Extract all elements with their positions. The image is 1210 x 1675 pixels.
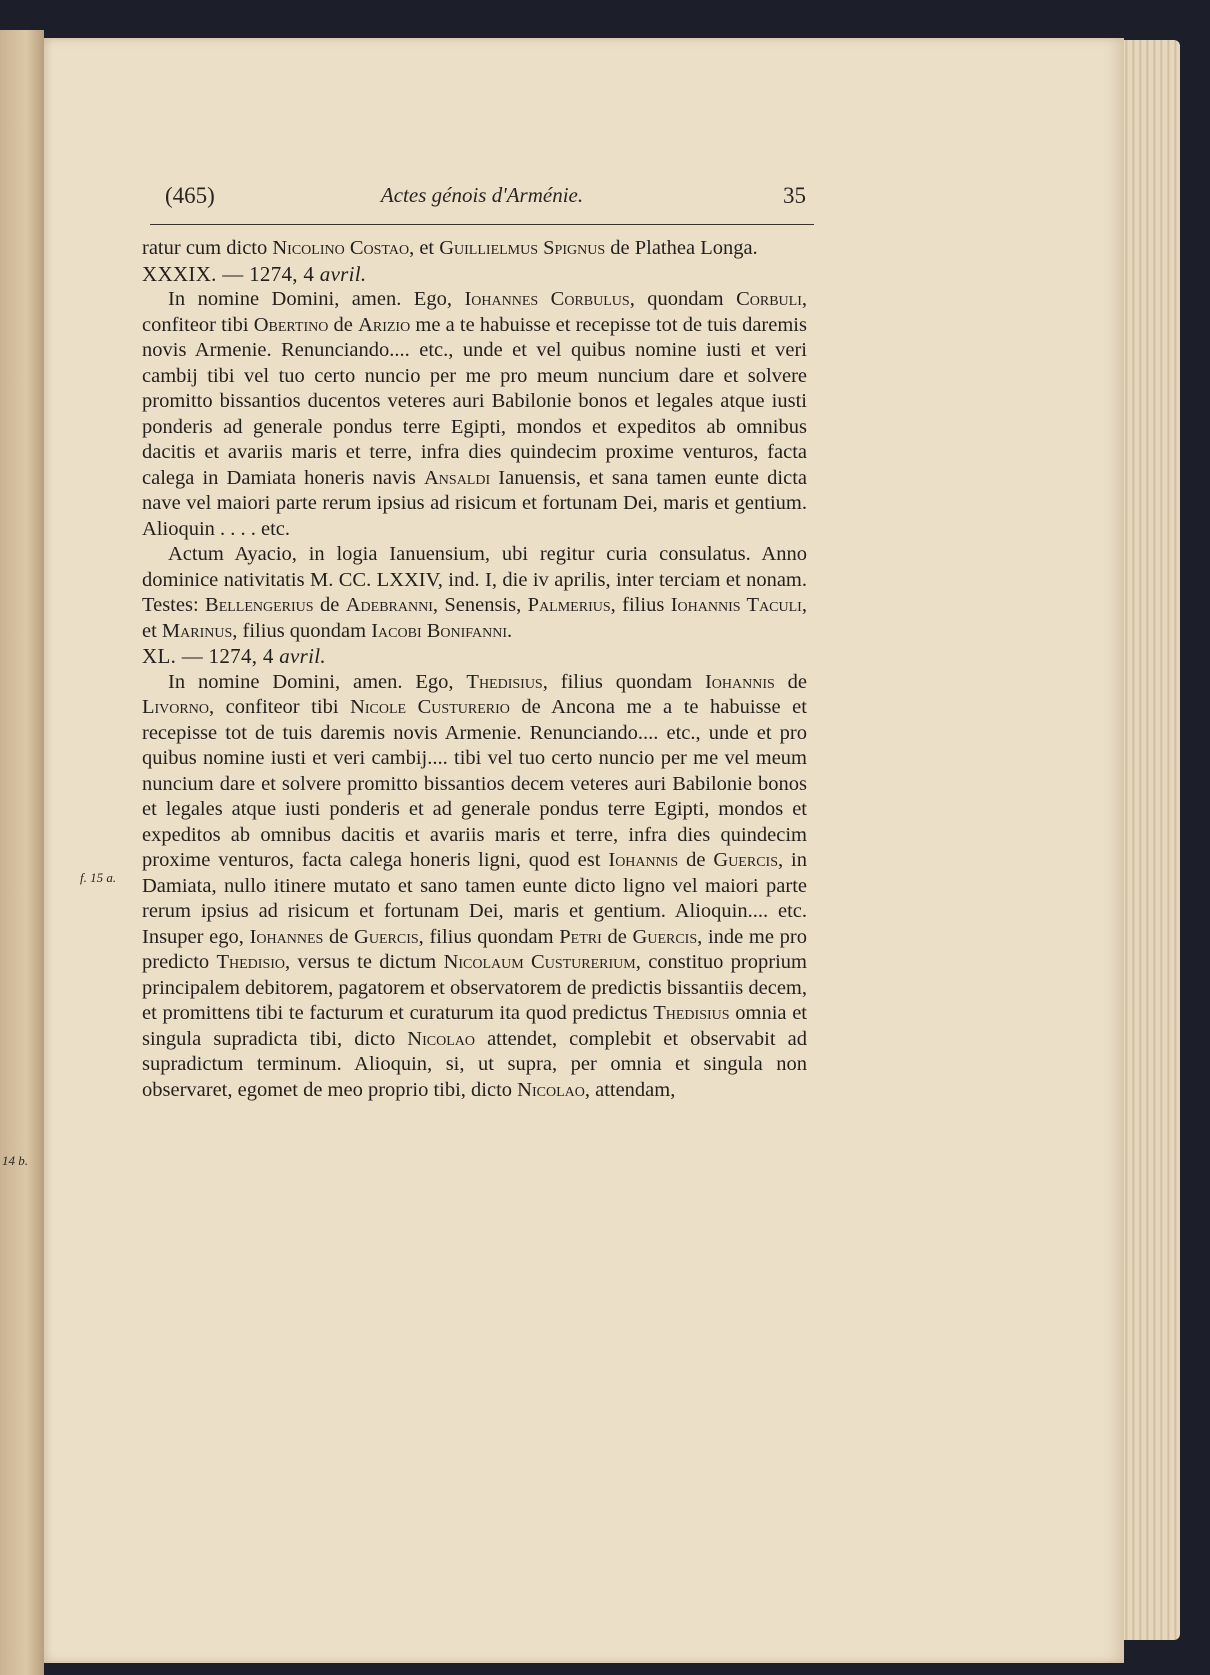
act-xxxix-text: In nomine Domini, amen. Ego, Iohannes Corbulus, quondam Corbuli, confiteor tibi Obertino de Arizio me a te habuisse et recepisse tot de tuis daremis novis Armenie. Renunciando.... etc., unde et vel quibus nomine iusti et veri cambij tibi vel tuo certo nuncio per me pro meum nuncium dare et solvere promitto bissantios ducentos veteres auri Babilonie bonos et legales atque iusti ponderis ad generale pondus terre Egipti, mondos et expeditos ab omnibus dacitis et avariis maris et terre, infra dies quindecim proxime venturos, facta calega in Damiata honeris navis Ansaldi Ianuensis, et sana tamen eunte dicta nave vel maiori parte rerum ipsius ad risicum et fortunam Dei, maris et gentium. Alioquin . . . . etc. xyxy=(142,288,808,540)
act-heading-xxxix: XXXIX. — 1274, 4 avril. xyxy=(142,261,367,286)
act-xxxix-witnesses: Actum Ayacio, in logia Ianuensium, ubi regitur curia consulatus. Anno dominice nativitatis M. CC. LXXIV, ind. I, die iv aprilis, inter terciam et nonam. Testes: Bellengerius de Adebranni, Senensis, Palmerius, filius Iohannis Taculi, et Marinus, filius quondam Iacobi Bonifanni. xyxy=(142,543,807,642)
header-rule xyxy=(150,224,814,225)
running-title: Actes génois d'Arménie. xyxy=(380,183,584,207)
act-heading-xl: XL. — 1274, 4 avril. xyxy=(142,644,326,668)
margin-note-folio-14b: 14 b. xyxy=(2,1153,28,1168)
margin-note-folio-15a: f. 15 a. xyxy=(80,870,117,885)
page-number: 35 xyxy=(783,183,806,208)
left-page-edge xyxy=(0,30,44,1675)
left-folio: (465) xyxy=(165,183,215,208)
body-text xyxy=(142,236,807,1103)
act-xl-text: In nomine Domini, amen. Ego, Thedisius, filius quondam Iohannis de Livorno, confiteor tibi Nicole Custurerio de Ancona me a te habuisse et recepisse tot de tuis daremis novis Armenie. Renunciando.... etc., unde et pro quibus nomine iusti et veri cambij.... tibi vel tuo certo nuncio per me vel meum nuncium dare et solvere promitto bissantios decem veteres auri Babilonie bonos et legales atque iusti ponderis et ad generale pondus terre Egipti, mondos et expeditos ab omnibus dacitis et avariis maris et terre, infra dies quindecim proxime venturos, facta calega honeris ligni, quod est Iohannis de Guercis, in Damiata, nullo itinere mutato et sano tamen eunte dicto ligno vel maiori parte rerum ipsius ad risicum et fortunam Dei, maris et gentium. Alioquin.... etc. Insuper ego, Iohannes de Guercis, filius quondam Petri de Guercis, inde me pro predicto Thedisio, versus te dictum Nicolaum Custurerium, constituo proprium principalem debitorem, pagatorem et observatorem de predictis bissantiis decem, et promittens tibi te facturum et curaturum ita quod predictus Thedisius omnia et singula supradicta tibi, dicto Nicolao attendet, complebit et observabit ad supradictum terminum. Alioquin, si, ut supra, per omnia et singula non observaret, egomet de meo proprio tibi, dicto Nicolao, attendam, xyxy=(142,670,808,1101)
paragraph-continuation: ratur cum dicto Nicolino Costao, et Guillielmus Spignus de Plathea Longa. xyxy=(142,237,758,259)
running-head xyxy=(150,183,814,217)
